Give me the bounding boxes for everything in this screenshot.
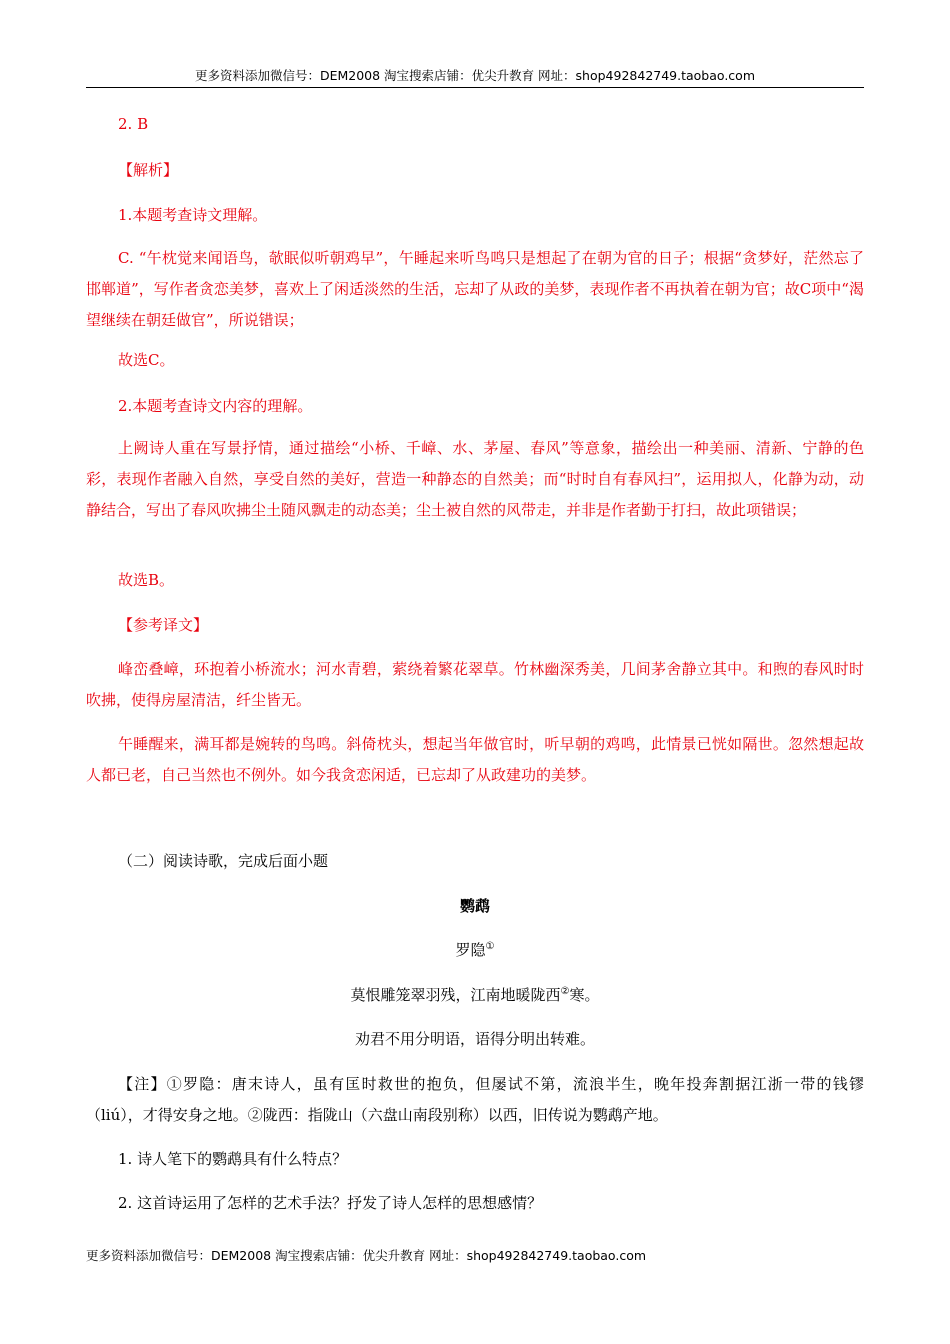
page-footer: 更多资料添加微信号：DEM2008 淘宝搜索店铺：优尖升教育 网址：shop492842749.taobao.com [86, 1248, 647, 1263]
notes-label: 【注】 [118, 1075, 167, 1093]
poem-line-1-end: 寒。 [569, 986, 600, 1004]
translation-paragraph-2: 午睡醒来，满耳都是婉转的鸟鸣。斜倚枕头，想起当年做官时，听早朝的鸡鸣，此情景已恍如隔世。忽然想起故人都已老，自己当然也不例外。如今我贪恋闲适，已忘却了从政建功的美梦。 [86, 735, 864, 784]
analysis-label: 【解析】 [118, 161, 179, 179]
author-name: 罗隐 [455, 941, 486, 959]
header-divider [86, 87, 864, 88]
question-1: 1. 诗人笔下的鹦鹉具有什么特点？ [118, 1150, 348, 1168]
notes-text: ①罗隐：唐末诗人，虽有匡时救世的抱负，但屡试不第，流浪半生，晚年投奔割据江浙一带的钱镠（liú），才得安身之地。②陇西：指陇山（六盘山南段别称）以西，旧传说为鹦鹉产地。 [86, 1075, 864, 1124]
q1-analysis-title: 1.本题考查诗文理解。 [118, 206, 268, 224]
poem-line-1-start: 莫恨雕笼翠羽残，江南地暖陇西 [350, 986, 561, 1004]
translation-label: 【参考译文】 [118, 616, 209, 634]
poem-line-1 [86, 984, 864, 1006]
poem-notes [86, 1069, 864, 1131]
q1-analysis-body: C. “午枕觉来闻语鸟，欹眠似听朝鸡早”，午睡起来听鸟鸣只是想起了在朝为官的日子；根据“贪梦好，茫然忘了邯郸道”，写作者贪恋美梦，喜欢上了闲适淡然的生活，忘却了从政的美梦，表现作者不再执着在朝为官；故C项中“渴望继续在朝廷做官”，所说错误； [86, 249, 864, 329]
q2-analysis-title: 2.本题考查诗文内容的理解。 [118, 397, 313, 415]
page-header: 更多资料添加微信号：DEM2008 淘宝搜索店铺：优尖升教育 网址：shop492842749.taobao.com [194, 68, 756, 83]
section-intro: （二）阅读诗歌，完成后面小题 [118, 852, 329, 870]
author-note-marker: ① [485, 941, 495, 952]
question-2: 2. 这首诗运用了怎样的艺术手法？抒发了诗人怎样的思想感情？ [118, 1194, 543, 1212]
poem-line-2: 劝君不用分明语，语得分明出转难。 [354, 1030, 595, 1048]
poem-title: 鹦鹉 [459, 897, 490, 915]
line-note-marker: ② [560, 986, 570, 997]
translation-paragraph-1: 峰峦叠嶂，环抱着小桥流水；河水青碧，萦绕着繁花翠草。竹林幽深秀美，几间茅舍静立其中。和煦的春风时时吹拂，使得房屋清洁，纤尘皆无。 [86, 660, 864, 709]
q1-answer-choice: 故选C。 [118, 351, 175, 369]
answer-item-2: 2. B [118, 115, 149, 133]
q2-analysis-body: 上阙诗人重在写景抒情，通过描绘“小桥、千嶂、水、茅屋、春风”等意象，描绘出一种美丽、清新、宁静的色彩，表现作者融入自然，享受自然的美好，营造一种静态的自然美；而“时时自有春风扫”，运用拟人，化静为动，动静结合，写出了春风吹拂尘土随风飘走的动态美；尘土被自然的风带走，并非是作者勤于打扫，故此项错误； [86, 439, 864, 519]
q2-answer-choice: 故选B。 [118, 571, 175, 589]
poem-author [86, 939, 864, 961]
